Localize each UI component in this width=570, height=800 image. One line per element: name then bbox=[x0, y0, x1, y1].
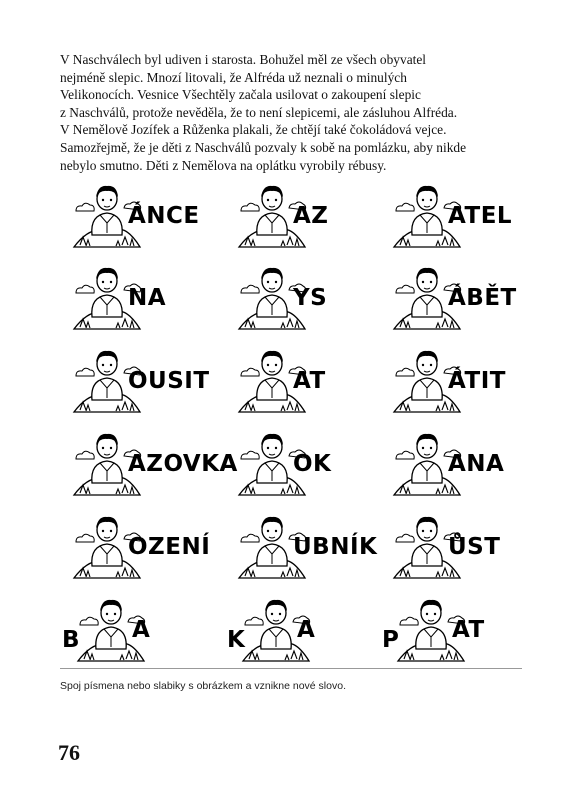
rebus-prefix: K bbox=[227, 627, 246, 653]
story-line: z Naschválů, protože nevěděla, že to není slepicemi, ale zásluhou Alfréda. bbox=[60, 104, 458, 120]
rebus-suffix: ANA bbox=[448, 451, 505, 477]
rebus-item bbox=[227, 506, 377, 581]
rebus-item bbox=[227, 589, 377, 664]
rebus-item bbox=[382, 423, 532, 498]
rebus-suffix: YS bbox=[293, 285, 328, 311]
rebus-item bbox=[227, 175, 377, 250]
story-line: nebylo smutno. Děti z Nemělova na oplátku vyrobily rébusy. bbox=[60, 157, 387, 173]
rebus-suffix: ÁBĚT bbox=[448, 285, 517, 311]
rebus-item bbox=[62, 340, 212, 415]
rebus-item bbox=[62, 589, 212, 664]
rebus-suffix: ATEL bbox=[448, 203, 513, 229]
rebus-item bbox=[62, 257, 212, 332]
rebus-item bbox=[382, 506, 532, 581]
story-line: V Nemělově Jozífek a Růženka plakali, že chtějí také čokoládová vejce. bbox=[60, 122, 447, 138]
rebus-item bbox=[382, 589, 532, 664]
rebus-suffix: NA bbox=[128, 285, 167, 311]
rebus-suffix: AZOVKA bbox=[128, 451, 238, 477]
rebus-suffix: A bbox=[297, 617, 316, 643]
story-line: Velikonocích. Vesnice Všechtěly začala usilovat o zakoupení slepic bbox=[60, 87, 421, 103]
rebus-item bbox=[382, 257, 532, 332]
rebus-grid bbox=[62, 175, 522, 653]
rebus-suffix: AT bbox=[452, 617, 485, 643]
rebus-suffix: ÁTIT bbox=[448, 368, 506, 394]
page-number: 76 bbox=[58, 740, 80, 765]
rebus-suffix: OZENÍ bbox=[128, 534, 211, 560]
rebus-suffix: OK bbox=[293, 451, 332, 477]
rebus-suffix: ŮST bbox=[448, 534, 501, 560]
rebus-item bbox=[227, 340, 377, 415]
rebus-item bbox=[382, 340, 532, 415]
rebus-prefix: P bbox=[382, 627, 400, 653]
rebus-item bbox=[62, 423, 238, 498]
story-text bbox=[60, 51, 520, 174]
rebus-item bbox=[382, 175, 532, 250]
rebus-item bbox=[62, 506, 212, 581]
story-line: Samozřejmě, že je děti z Naschválů pozvaly k sobě na pomlázku, aby nikde bbox=[60, 139, 467, 155]
rebus-suffix: UBNÍK bbox=[293, 534, 378, 560]
rebus-item bbox=[227, 257, 377, 332]
rebus-suffix: AT bbox=[293, 368, 326, 394]
rebus-item bbox=[62, 175, 212, 250]
rebus-item bbox=[227, 423, 377, 498]
rebus-prefix: B bbox=[62, 627, 81, 653]
story-line: V Naschválech byl udiven i starosta. Bohužel měl ze všech obyvatel bbox=[60, 52, 427, 67]
instruction-text: Spoj písmena nebo slabiky s obrázkem a vznikne nové slovo. bbox=[60, 680, 346, 692]
rebus-suffix: A bbox=[132, 617, 151, 643]
rebus-suffix: OUSIT bbox=[128, 368, 210, 394]
story-line: nejméně slepic. Mnozí litovali, že Alfréda už neznali o minulých bbox=[60, 69, 407, 85]
rebus-suffix: ÁNCE bbox=[128, 203, 200, 229]
divider bbox=[60, 668, 522, 669]
rebus-suffix: AZ bbox=[293, 203, 329, 229]
